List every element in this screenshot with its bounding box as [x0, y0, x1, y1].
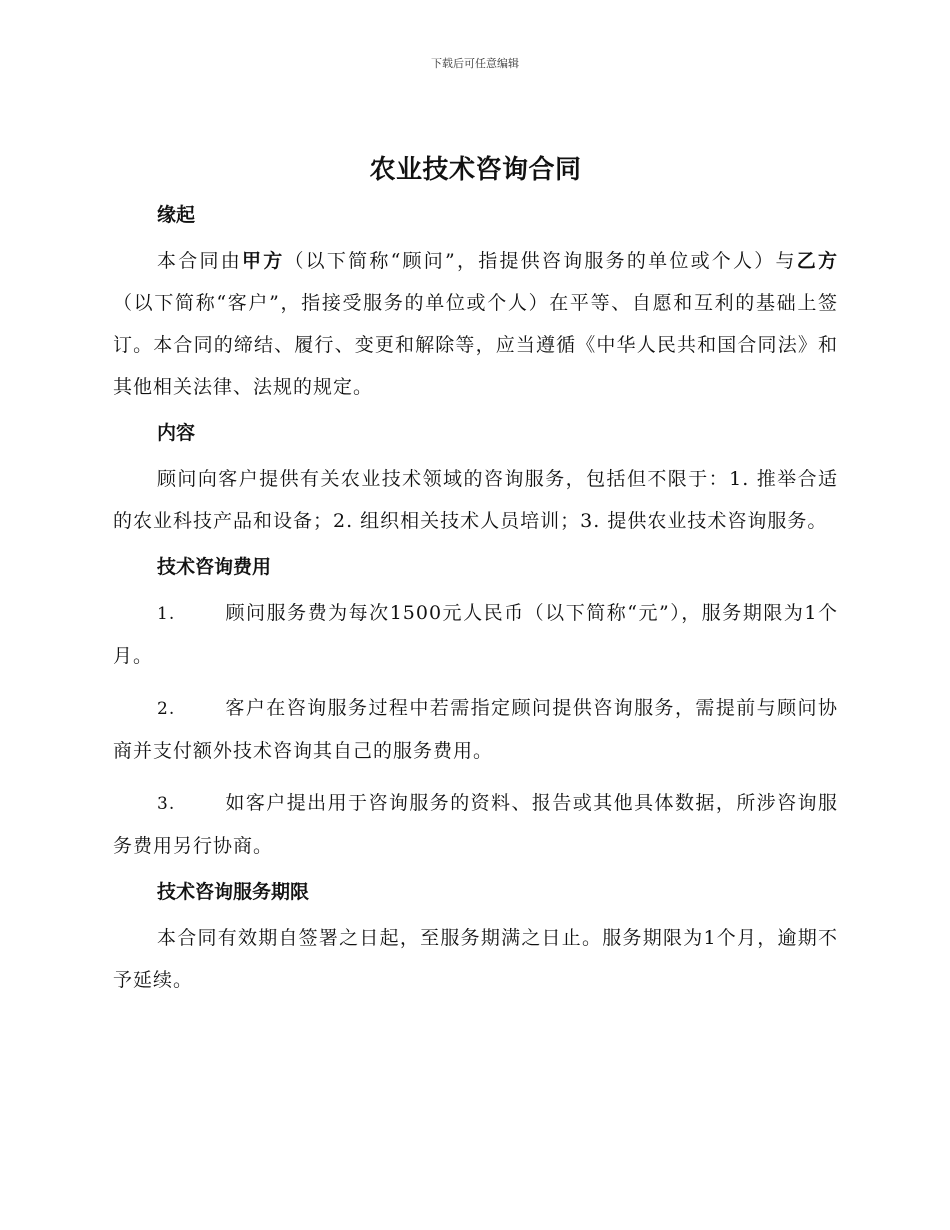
fee-item-number: 3. — [157, 794, 176, 814]
fee-item-number: 1. — [157, 604, 176, 624]
fee-item-text: 顾问服务费为每次1500元人民币（以下简称“元”），服务期限为1个月。 — [113, 602, 838, 667]
document-body — [113, 146, 838, 1011]
fee-item-text: 如客户提出用于咨询服务的资料、报告或其他具体数据，所涉咨询服务费用另行协商。 — [113, 792, 838, 857]
party-a-label: 甲方 — [241, 250, 285, 272]
party-b-label: 乙方 — [796, 250, 838, 272]
document-title: 农业技术咨询合同 — [369, 155, 582, 185]
header-note: 下载后可任意编辑 — [431, 57, 519, 70]
section-heading-origin: 缘起 — [157, 204, 196, 226]
section-heading-content: 内容 — [157, 422, 196, 444]
fee-item-number: 2. — [157, 699, 176, 719]
section-heading-fees: 技术咨询费用 — [157, 556, 272, 578]
origin-text-b: （以下简称“顾问”，指提供咨询服务的单位或个人）与 — [284, 250, 797, 272]
origin-text-a: 本合同由 — [157, 250, 242, 272]
fee-item — [113, 592, 838, 677]
origin-paragraph — [113, 240, 838, 408]
term-paragraph: 本合同有效期自签署之日起，至服务期满之日止。服务期限为1个月，逾期不予延续。 — [113, 927, 838, 991]
origin-text-c: （以下简称“客户”，指接受服务的单位或个人）在平等、自愿和互利的基础上签订。本合同的缔结、履行、变更和解除等，应当遵循《中华人民共和国合同法》和其他相关法律、法规的规定。 — [113, 292, 838, 398]
fee-item-text: 客户在咨询服务过程中若需指定顾问提供咨询服务，需提前与顾问协商并支付额外技术咨询其自己的服务费用。 — [113, 697, 838, 762]
fee-item — [113, 687, 838, 772]
content-paragraph: 顾问向客户提供有关农业技术领域的咨询服务，包括但不限于：1. 推举合适的农业科技产品和设备；2. 组织相关技术人员培训；3. 提供农业技术咨询服务。 — [113, 468, 838, 532]
section-heading-term: 技术咨询服务期限 — [157, 881, 310, 903]
fee-item — [113, 782, 838, 867]
